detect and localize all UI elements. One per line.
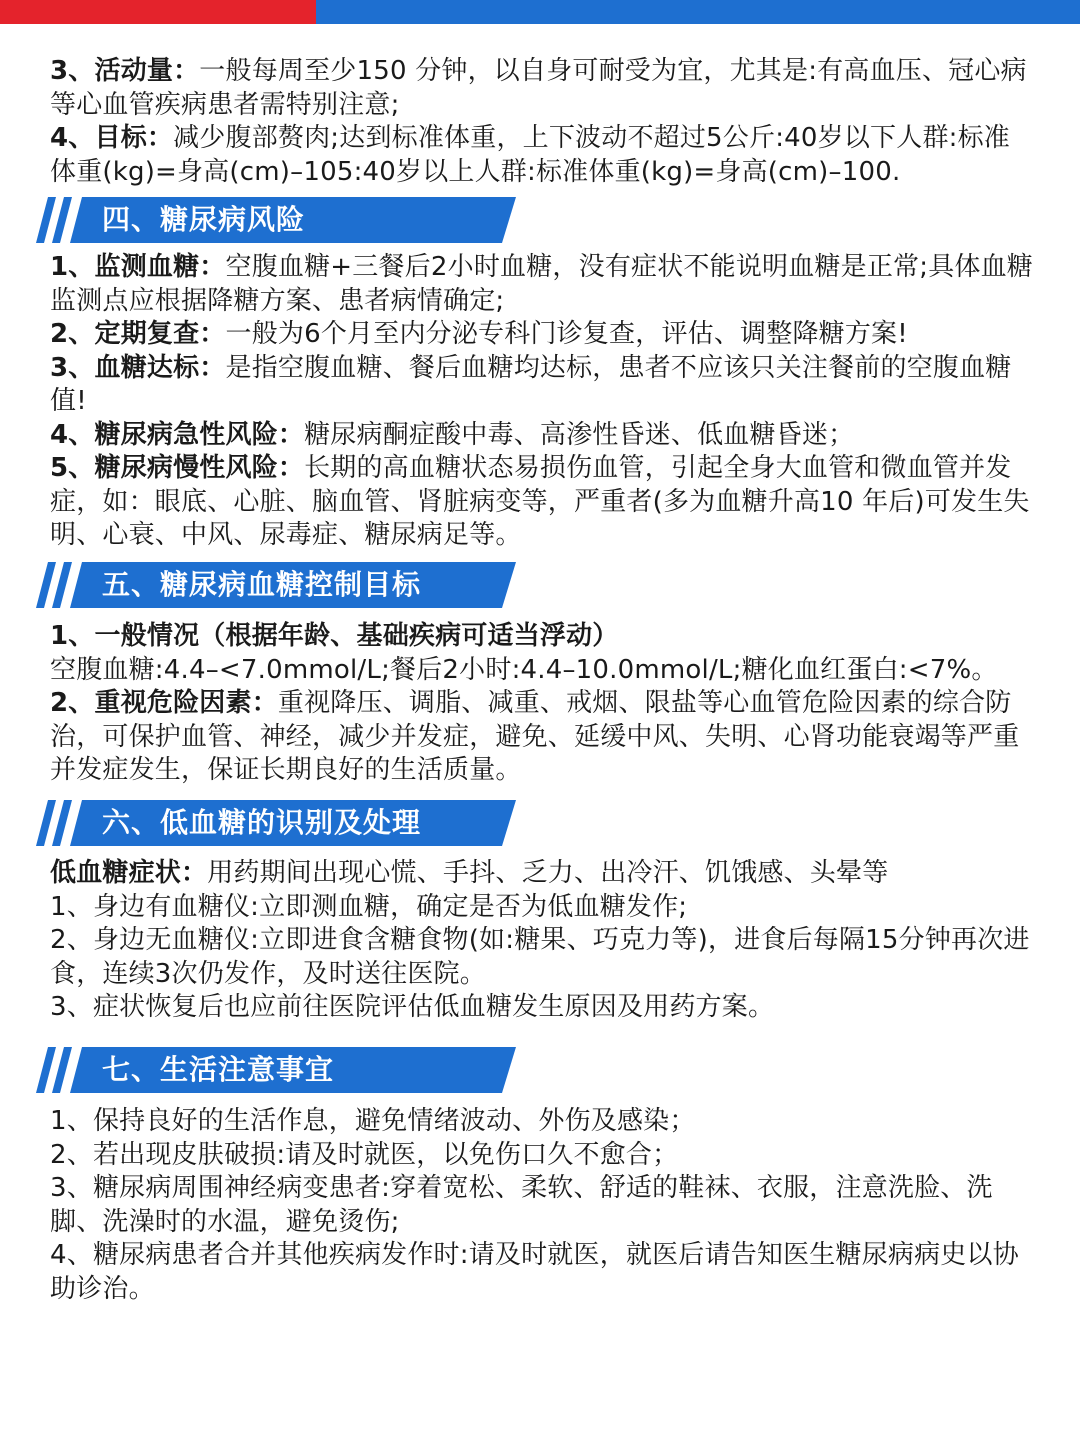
s4-item-5 bbox=[50, 452, 1035, 553]
intro-item-4 bbox=[50, 122, 1035, 189]
s6-item-3 bbox=[50, 991, 1035, 1025]
section-5-body bbox=[50, 620, 1035, 788]
section-6-banner bbox=[36, 800, 516, 846]
intro-item-4-label: 4、目标： bbox=[50, 123, 174, 153]
s4-item-5-text: 长期的高血糖状态易损伤血管，引起全身大血管和微血管并发症，如：眼底、心脏、脑血管、肾脏病变等，严重者(多为血糖升高10 年后)可发生失明、心衰、中风、尿毒症、糖尿病足等。 bbox=[50, 453, 1030, 550]
s7-item-3 bbox=[50, 1172, 1035, 1239]
section-7-banner bbox=[36, 1047, 516, 1093]
s4-item-3 bbox=[50, 352, 1035, 419]
top-color-bar bbox=[0, 0, 1080, 24]
s6-symptoms bbox=[50, 857, 1035, 891]
section-7-title: 七、生活注意事宜 bbox=[102, 1053, 335, 1086]
s6-item-1-text: 1、身边有血糖仪:立即测血糖，确定是否为低血糖发作; bbox=[50, 891, 688, 922]
s7-item-1 bbox=[50, 1105, 1035, 1139]
section-4-body bbox=[50, 251, 1035, 553]
s4-item-1 bbox=[50, 251, 1035, 318]
s4-item-5-label: 5、糖尿病慢性风险： bbox=[50, 453, 305, 483]
s6-symptoms-label: 低血糖症状： bbox=[50, 858, 208, 888]
s7-item-2-text: 2、若出现皮肤破损:请及时就医，以免伤口久不愈合； bbox=[50, 1139, 679, 1170]
s4-item-4-label: 4、糖尿病急性风险： bbox=[50, 419, 305, 450]
s6-item-1 bbox=[50, 891, 1035, 925]
section-4-banner bbox=[36, 197, 516, 243]
s7-item-4 bbox=[50, 1239, 1035, 1306]
top-bar-red-segment bbox=[0, 0, 316, 24]
s5-item-1-values bbox=[50, 654, 1035, 688]
s5-item-2-text: 重视降压、调脂、减重、戒烟、限盐等心血管危险因素的综合防治，可保护血管、神经，减少并发症，避免、延缓中风、失明、心肾功能衰竭等严重并发症发生，保证长期良好的生活质量。 bbox=[50, 688, 1020, 785]
s7-item-2 bbox=[50, 1139, 1035, 1173]
s4-item-4-text: 糖尿病酮症酸中毒、高渗性昏迷、低血糖昏迷； bbox=[304, 419, 855, 450]
s4-item-1-label: 1、监测血糖： bbox=[50, 252, 226, 282]
s7-item-4-text: 4、糖尿病患者合并其他疾病发作时:请及时就医，就医后请告知医生糖尿病病史以协助诊治。 bbox=[50, 1240, 1019, 1304]
intro-item-3 bbox=[50, 55, 1035, 122]
s5-item-2-label: 2、重视危险因素： bbox=[50, 688, 278, 718]
section-5-title: 五、糖尿病血糖控制目标 bbox=[102, 568, 422, 601]
s4-item-2-text: 一般为6个月至内分泌专科门诊复查，评估、调整降糖方案! bbox=[225, 319, 908, 349]
s6-item-3-text: 3、症状恢复后也应前往医院评估低血糖发生原因及用药方案。 bbox=[50, 992, 775, 1022]
s6-item-2 bbox=[50, 924, 1035, 991]
s4-item-4 bbox=[50, 419, 1035, 453]
s4-item-3-text: 是指空腹血糖、餐后血糖均达标，患者不应该只关注餐前的空腹血糖值! bbox=[50, 352, 1012, 416]
s6-symptoms-text: 用药期间出现心慌、手抖、乏力、出冷汗、饥饿感、头晕等 bbox=[207, 858, 889, 888]
s4-item-2-label: 2、定期复查： bbox=[50, 319, 226, 349]
s4-item-1-text: 空腹血糖+三餐后2小时血糖，没有症状不能说明血糖是正常;具体血糖监测点应根据降糖方案、患者病情确定; bbox=[50, 252, 1033, 316]
s5-item-2 bbox=[50, 687, 1035, 788]
section-7-body bbox=[50, 1105, 1035, 1306]
s6-item-2-text: 2、身边无血糖仪:立即进食含糖食物(如:糖果、巧克力等)，进食后每隔15分钟再次进食，连续3次仍发作，及时送往医院。 bbox=[50, 925, 1030, 989]
section-4-title: 四、糖尿病风险 bbox=[102, 203, 306, 236]
section-6-body bbox=[50, 857, 1035, 1025]
intro-block bbox=[50, 55, 1035, 189]
top-bar-blue-segment bbox=[316, 0, 1080, 24]
intro-item-3-text: 一般每周至少150 分钟，以自身可耐受为宜，尤其是:有高血压、冠心病等心血管疾病患者需特别注意; bbox=[50, 56, 1027, 120]
s5-item-1-label: 1、一般情况（根据年龄、基础疾病可适当浮动） bbox=[50, 621, 619, 651]
s5-item-1 bbox=[50, 620, 1035, 654]
section-6-title: 六、低血糖的识别及处理 bbox=[102, 806, 422, 839]
s5-item-1-values-text: 空腹血糖:4.4–<7.0mmol/L;餐后2小时:4.4–10.0mmol/L;糖化血红蛋白:<7%。 bbox=[50, 654, 998, 685]
intro-item-4-text: 减少腹部赘肉;达到标准体重，上下波动不超过5公斤:40岁以下人群:标准体重(kg)=身高(cm)–105:40岁以上人群:标准体重(kg)=身高(cm)–100. bbox=[50, 123, 1010, 187]
section-5-banner bbox=[36, 562, 516, 608]
s7-item-1-text: 1、保持良好的生活作息，避免情绪波动、外伤及感染； bbox=[50, 1106, 696, 1136]
s7-item-3-text: 3、糖尿病周围神经病变患者:穿着宽松、柔软、舒适的鞋袜、衣服，注意洗脸、洗脚、洗澡时的水温，避免烫伤; bbox=[50, 1173, 993, 1237]
s4-item-2 bbox=[50, 318, 1035, 352]
intro-item-3-label: 3、活动量： bbox=[50, 56, 200, 86]
s4-item-3-label: 3、血糖达标： bbox=[50, 352, 226, 383]
